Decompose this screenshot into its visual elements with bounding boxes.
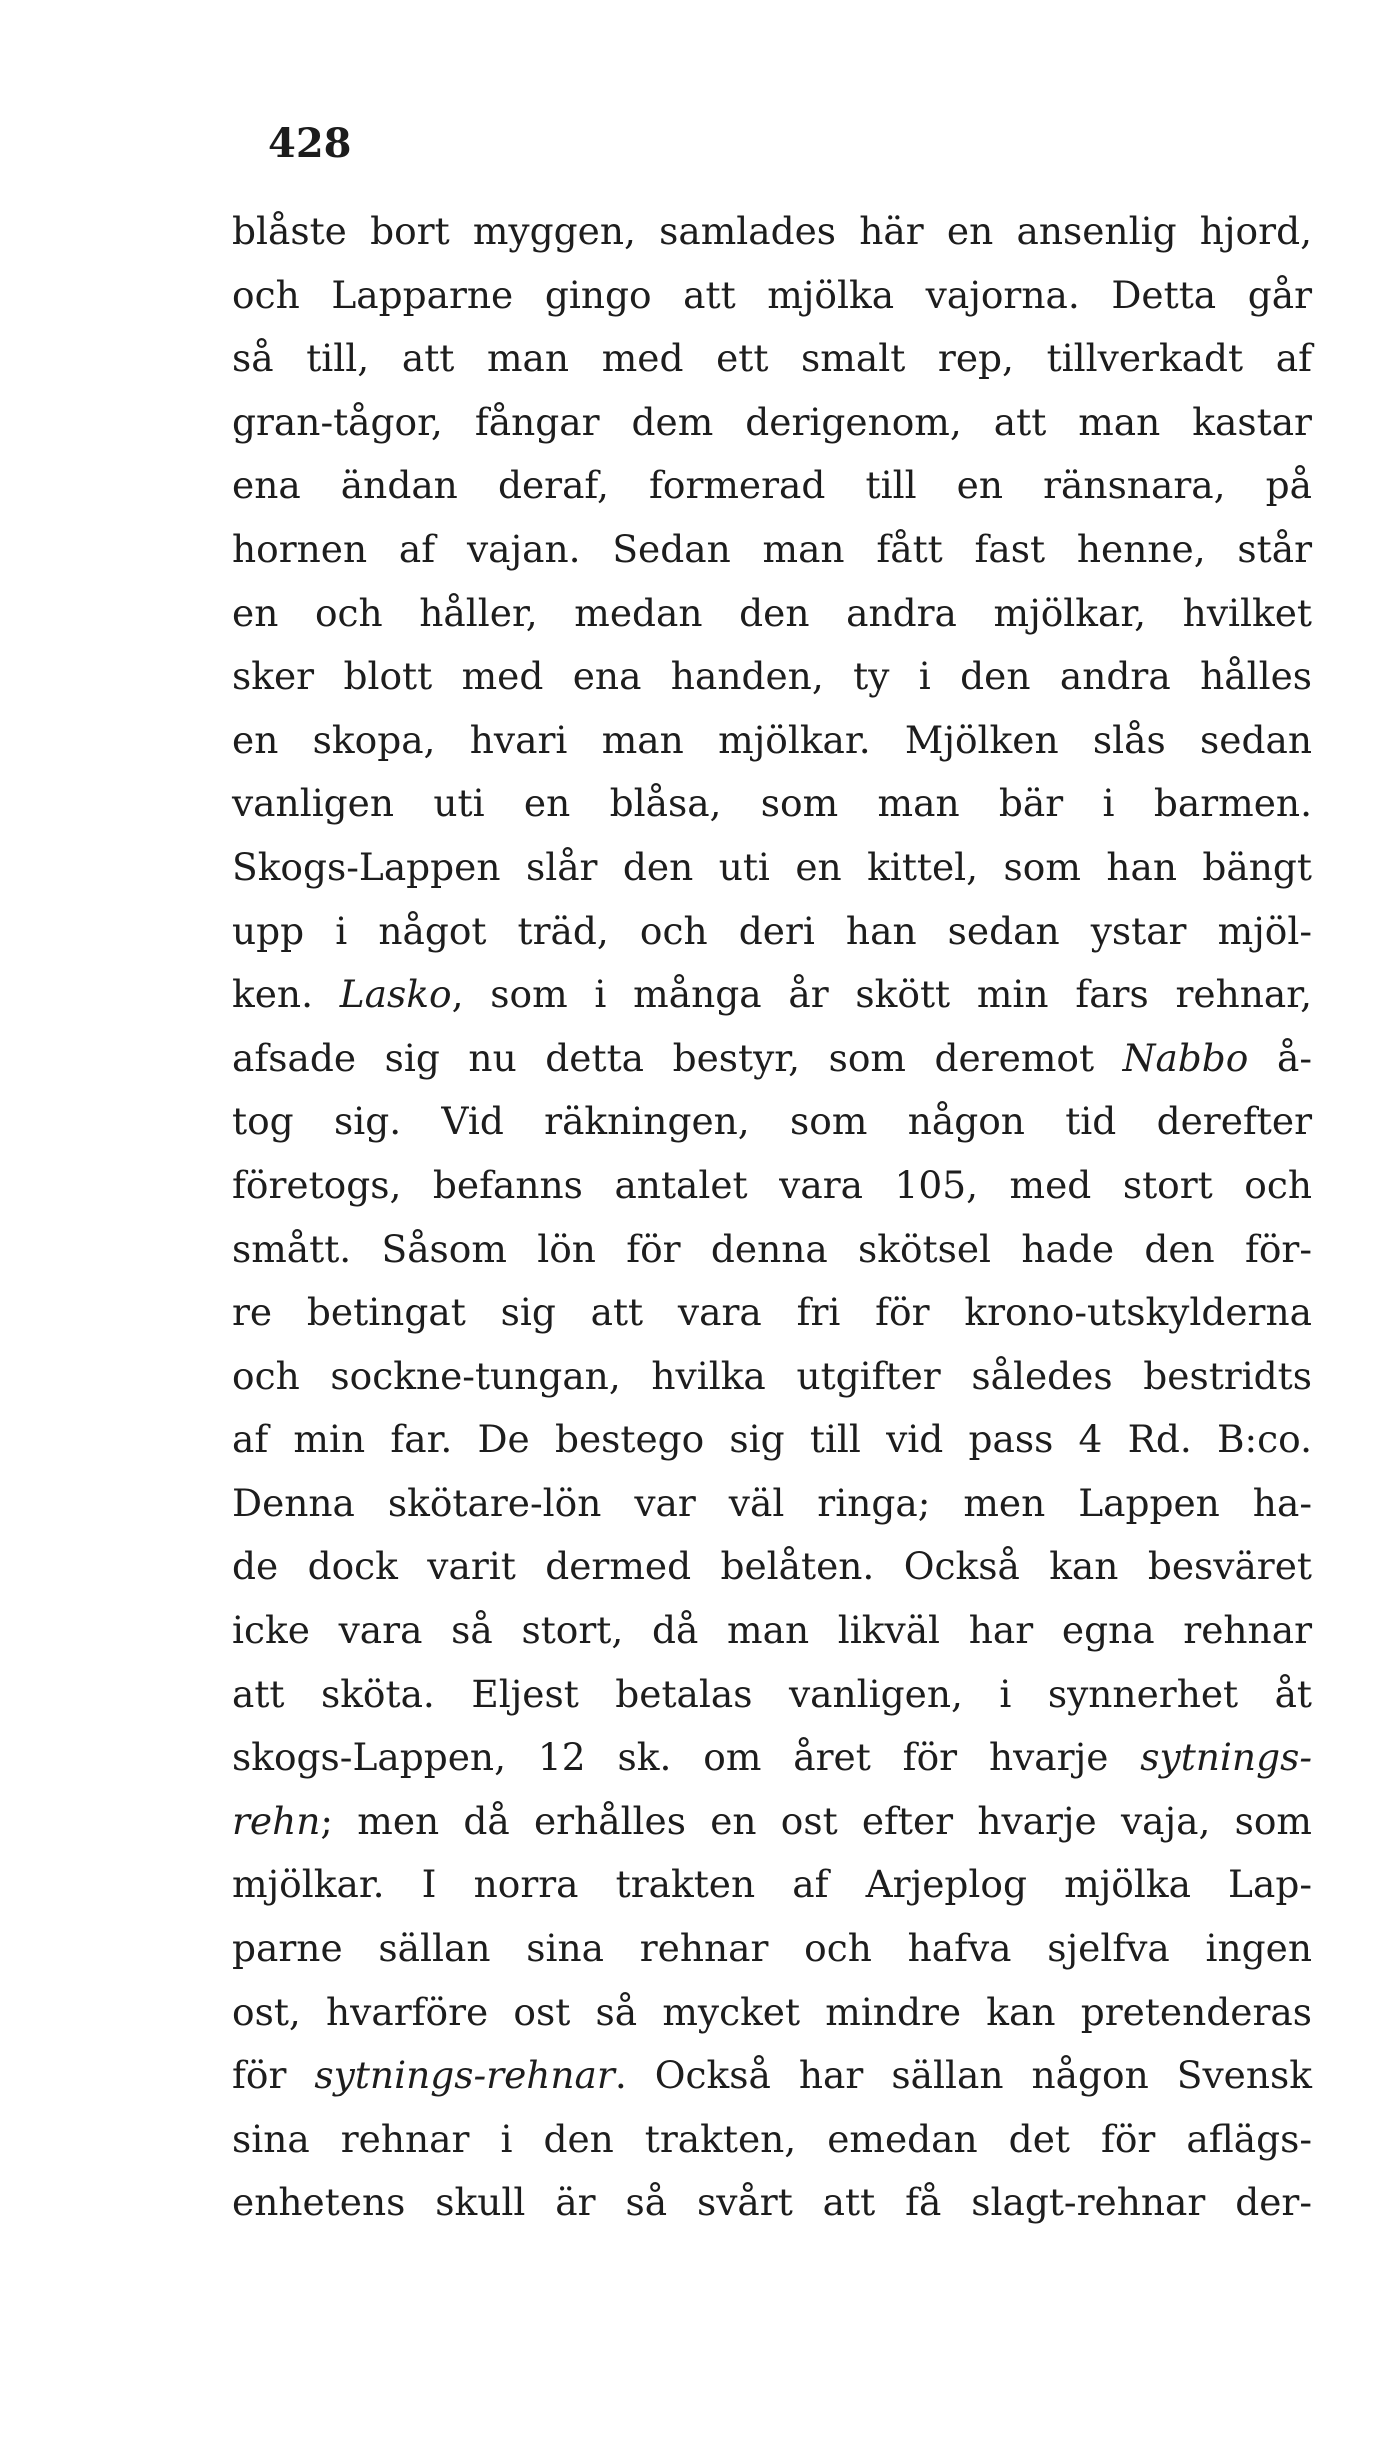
italic-segment: rehn bbox=[232, 1798, 321, 1843]
text-segment: en och håller, medan den andra mjölkar, hvilket bbox=[232, 590, 1312, 635]
text-segment: å- bbox=[1248, 1035, 1312, 1080]
italic-segment: Nabbo bbox=[1122, 1035, 1249, 1080]
text-segment: skogs-Lappen, 12 sk. om året för hvarje bbox=[232, 1735, 1141, 1780]
text-line bbox=[232, 1981, 1312, 2045]
text-line bbox=[232, 836, 1312, 900]
text-line bbox=[232, 1345, 1312, 1409]
text-line bbox=[232, 1663, 1312, 1727]
text-segment: en skopa, hvari man mjölkar. Mjölken slås sedan bbox=[232, 717, 1312, 762]
text-line bbox=[232, 1726, 1312, 1790]
text-segment: företogs, befanns antalet vara 105, med stort och bbox=[232, 1162, 1312, 1207]
text-segment: gran-tågor, fångar dem derigenom, att man kastar bbox=[232, 399, 1312, 444]
text-line bbox=[232, 327, 1312, 391]
text-segment: parne sällan sina rehnar och hafva sjelfva ingen bbox=[232, 1926, 1312, 1971]
text-segment: hornen af vajan. Sedan man fått fast henne, står bbox=[232, 526, 1312, 571]
text-segment: och Lapparne gingo att mjölka vajorna. Detta går bbox=[232, 272, 1312, 317]
text-line bbox=[232, 1218, 1312, 1282]
text-segment: . Också har sällan någon Svensk bbox=[614, 2053, 1312, 2098]
text-line bbox=[232, 963, 1312, 1027]
italic-segment: Lasko bbox=[339, 972, 452, 1017]
text-segment: så till, att man med ett smalt rep, tillverkadt af bbox=[232, 336, 1312, 381]
text-line bbox=[232, 900, 1312, 964]
text-line bbox=[232, 1853, 1312, 1917]
text-line bbox=[232, 1281, 1312, 1345]
text-segment: ; men då erhålles en ost efter hvarje vaja, som bbox=[320, 1798, 1312, 1843]
text-segment: enhetens skull är så svårt att få slagt-rehnar der- bbox=[232, 2180, 1312, 2225]
text-line bbox=[232, 1408, 1312, 1472]
italic-segment: sytnings- bbox=[1140, 1735, 1312, 1780]
text-line bbox=[232, 1154, 1312, 1218]
text-line bbox=[232, 582, 1312, 646]
text-segment: för bbox=[232, 2053, 315, 2098]
text-segment: sina rehnar i den trakten, emedan det för aflägs- bbox=[232, 2116, 1312, 2161]
text-segment: upp i något träd, och deri han sedan ystar mjöl- bbox=[232, 908, 1312, 953]
text-segment: ena ändan deraf, formerad till en ränsnara, på bbox=[232, 463, 1312, 508]
text-line bbox=[232, 1917, 1312, 1981]
text-segment: ost, hvarföre ost så mycket mindre kan pretenderas bbox=[232, 1989, 1312, 2034]
text-line bbox=[232, 2108, 1312, 2172]
text-line bbox=[232, 2171, 1312, 2235]
text-segment: , som i många år skött min fars rehnar, bbox=[451, 972, 1312, 1017]
text-line bbox=[232, 645, 1312, 709]
text-line bbox=[232, 1027, 1312, 1091]
text-segment: icke vara så stort, då man likväl har egna rehnar bbox=[232, 1608, 1312, 1653]
text-segment: Skogs-Lappen slår den uti en kittel, som han bängt bbox=[232, 844, 1312, 889]
text-segment: att sköta. Eljest betalas vanligen, i synnerhet åt bbox=[232, 1671, 1312, 1716]
text-segment: ken. bbox=[232, 972, 340, 1017]
text-line bbox=[232, 1535, 1312, 1599]
text-line bbox=[232, 200, 1312, 264]
page-number: 428 bbox=[268, 120, 352, 167]
text-segment: de dock varit dermed belåten. Också kan besväret bbox=[232, 1544, 1312, 1589]
italic-segment: sytnings-rehnar bbox=[314, 2053, 615, 2098]
body-text bbox=[232, 200, 1312, 2235]
text-segment: mjölkar. I norra trakten af Arjeplog mjölka Lap- bbox=[232, 1862, 1312, 1907]
text-line bbox=[232, 2044, 1312, 2108]
text-segment: blåste bort myggen, samlades här en ansenlig hjord, bbox=[232, 209, 1312, 253]
text-line bbox=[232, 391, 1312, 455]
text-segment: smått. Såsom lön för denna skötsel hade den för- bbox=[232, 1226, 1312, 1271]
text-line bbox=[232, 1790, 1312, 1854]
text-line bbox=[232, 709, 1312, 773]
text-segment: afsade sig nu detta bestyr, som deremot bbox=[232, 1035, 1123, 1080]
text-line bbox=[232, 1472, 1312, 1536]
text-segment: re betingat sig att vara fri för krono-utskylderna bbox=[232, 1290, 1312, 1335]
text-segment: vanligen uti en blåsa, som man bär i barmen. bbox=[232, 781, 1312, 826]
text-line bbox=[232, 1599, 1312, 1663]
text-segment: af min far. De bestego sig till vid pass 4 Rd. B:co. bbox=[232, 1417, 1312, 1462]
text-segment: Denna skötare-lön var väl ringa; men Lappen ha- bbox=[232, 1480, 1312, 1525]
text-line bbox=[232, 518, 1312, 582]
text-segment: sker blott med ena handen, ty i den andra hålles bbox=[232, 654, 1312, 699]
text-line bbox=[232, 454, 1312, 518]
text-line bbox=[232, 264, 1312, 328]
text-line bbox=[232, 1090, 1312, 1154]
text-segment: och sockne-tungan, hvilka utgifter således bestridts bbox=[232, 1353, 1312, 1398]
text-segment: tog sig. Vid räkningen, som någon tid derefter bbox=[232, 1099, 1312, 1144]
text-line bbox=[232, 772, 1312, 836]
